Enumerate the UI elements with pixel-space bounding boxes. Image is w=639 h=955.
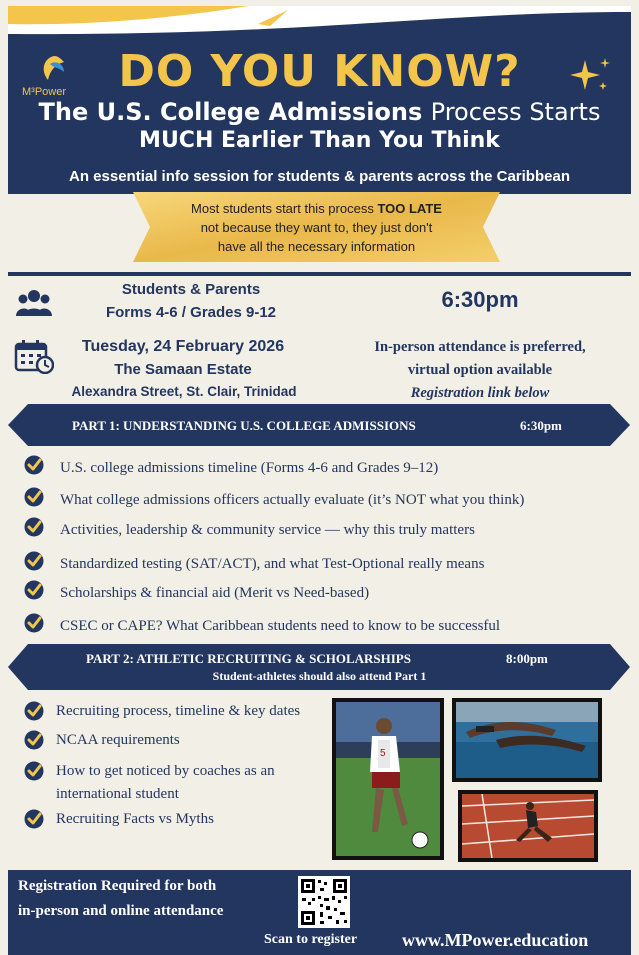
list-item: Scholarships & financial aid (Merit vs Need-based) (60, 585, 370, 601)
svg-text:5: 5 (380, 748, 386, 759)
list-item: Recruiting process, timeline & key dates (56, 703, 301, 719)
banner-text (140, 199, 493, 256)
checkmark-icon (24, 761, 44, 781)
subtitle-line-1 (8, 98, 631, 126)
checkmark-icon (24, 455, 44, 475)
audience-line-2: Forms 4-6 / Grades 9-12 (105, 304, 277, 321)
venue-name: The Samaan Estate (114, 361, 252, 378)
banner-line-3: have all the necessary information (217, 239, 416, 254)
checkmark-icon (24, 730, 44, 750)
logo-text: M³Power (22, 86, 67, 98)
list-item: CSEC or CAPE? What Caribbean students need to know to be successful (60, 618, 501, 634)
banner-line-1-text: Most students start this process (191, 201, 378, 216)
list-item: U.S. college admissions timeline (Forms 4-6 and Grades 9–12) (60, 460, 439, 476)
part2-subtitle: Student-athletes should also attend Part 1 (212, 669, 427, 683)
list-item: Activities, leadership & community service — why this truly matters (60, 522, 475, 538)
list-item: Recruiting Facts vs Myths (56, 811, 214, 827)
subtitle-light: Process Starts (430, 98, 601, 126)
checkmark-icon (24, 580, 44, 600)
banner-line-2: not because they want to, they just don't (200, 220, 433, 235)
audience-line-1: Students & Parents (121, 281, 261, 298)
list-item: international student (56, 786, 179, 802)
part1-time: 6:30pm (520, 418, 562, 433)
attendance-note-2: virtual option available (407, 362, 553, 378)
part2-title: PART 2: ATHLETIC RECRUITING & SCHOLARSHIPS (86, 651, 411, 666)
banner-line-1 (140, 199, 493, 218)
list-item: What college admissions officers actually evaluate (it’s NOT what you think) (60, 492, 525, 508)
too-late-emphasis: TOO LATE (377, 201, 442, 216)
part2-header (0, 644, 639, 690)
venue-address: Alexandra Street, St. Clair, Trinidad (71, 384, 297, 399)
checkmark-icon (24, 487, 44, 507)
registration-link-note: Registration link below (410, 385, 550, 401)
swimmers-photo (452, 698, 602, 782)
qr-code[interactable] (298, 876, 350, 928)
list-item: How to get noticed by coaches as an (56, 763, 275, 779)
list-item: NCAA requirements (56, 732, 180, 748)
gold-swoosh-decoration (8, 6, 631, 46)
event-date: Tuesday, 24 February 2026 (81, 338, 285, 355)
soccer-player-photo (332, 698, 444, 860)
tagline: An essential info session for students & parents across the Caribbean (69, 168, 570, 185)
website-link[interactable]: www.MPower.education (402, 930, 589, 950)
subtitle-line-2: MUCH Earlier Than You Think (139, 128, 500, 153)
scan-to-register-label: Scan to register (264, 932, 358, 947)
checkmark-icon (24, 517, 44, 537)
people-icon (16, 288, 52, 318)
checkmark-icon (24, 701, 44, 721)
part1-title: PART 1: UNDERSTANDING U.S. COLLEGE ADMISSIONS (72, 418, 416, 433)
sprinter-photo (458, 790, 598, 862)
attendance-note-1: In-person attendance is preferred, (374, 339, 586, 355)
divider-line (8, 272, 631, 276)
checkmark-icon (24, 809, 44, 829)
registration-required-line-2: in-person and online attendance (18, 903, 224, 919)
part1-header (0, 404, 639, 446)
session-time: 6:30pm (441, 287, 519, 312)
calendar-icon (14, 340, 54, 374)
part2-time: 8:00pm (506, 651, 548, 666)
headline: DO YOU KNOW? (118, 46, 521, 97)
stars-icon (557, 52, 613, 98)
subtitle-bold: The U.S. College Admissions (38, 98, 423, 126)
header (8, 6, 631, 194)
checkmark-icon (24, 551, 44, 571)
checkmark-icon (24, 613, 44, 633)
list-item: Standardized testing (SAT/ACT), and what Test-Optional really means (60, 556, 485, 572)
registration-required-line-1: Registration Required for both (18, 878, 217, 894)
